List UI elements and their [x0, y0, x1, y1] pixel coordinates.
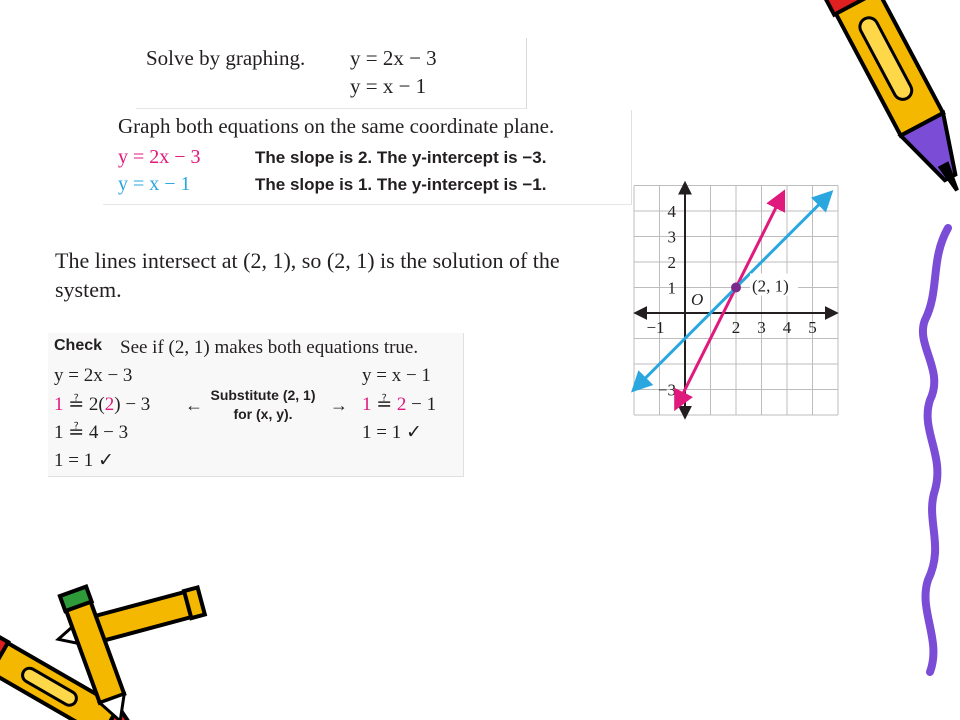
x-tick-label: −1 — [646, 318, 665, 337]
y-tick-label: 1 — [667, 278, 676, 298]
problem-label: Solve by graphing. — [146, 46, 306, 70]
check-title: Check — [54, 337, 103, 354]
equation-1-label: y = 2x − 3 — [118, 146, 201, 168]
check-right-line-1: y = x − 1 — [362, 365, 431, 386]
check-left-coefficient: 2( — [88, 394, 105, 415]
origin-label: O — [691, 290, 704, 309]
left-arrow-icon: ← — [185, 395, 203, 415]
graphing-instruction: Graph both equations on the same coordinate plane. — [118, 114, 555, 138]
check-left-line-1: y = 2x − 3 — [54, 365, 133, 386]
problem-equation-2: y = x − 1 — [350, 74, 427, 98]
substitute-line-2: for (x, y). — [233, 406, 293, 422]
check-left-value-x: 2 — [104, 394, 115, 415]
x-tick-label: 2 — [731, 318, 741, 337]
conclusion-text: The lines intersect at (2, 1), so (2, 1) is the solution of the system. — [55, 248, 560, 302]
check-left-value-y: 1 — [54, 394, 64, 415]
intersection-label: (2, 1) — [752, 276, 789, 296]
y-tick-label: −3 — [657, 380, 676, 400]
equation-2-description: The slope is 1. The y-intercept is −1. — [255, 175, 547, 194]
check-right-value-x: 2 — [396, 394, 407, 415]
pencil-icon — [0, 633, 149, 720]
check-left-equal-question: ≟ — [68, 394, 85, 415]
check-left-rest: ) − 3 — [114, 394, 151, 415]
x-tick-label: 4 — [782, 318, 792, 337]
check-right-equal-question: ≟ — [376, 394, 393, 415]
check-instruction: See if (2, 1) makes both equations true. — [120, 337, 419, 358]
squiggle-decoration — [923, 228, 948, 672]
check-left-line-3: 1 ≟ 4 − 3 — [54, 422, 129, 443]
equation-1-description: The slope is 2. The y-intercept is −3. — [255, 148, 547, 167]
check-left-line-4: 1 = 1 ✓ — [54, 450, 114, 471]
y-tick-label: 2 — [667, 253, 676, 272]
x-tick-label: 5 — [808, 318, 817, 337]
x-tick-label: 3 — [757, 318, 766, 337]
check-right-line-3: 1 = 1 ✓ — [362, 422, 422, 443]
y-tick-label: 3 — [667, 227, 676, 247]
right-arrow-icon: → — [330, 395, 348, 415]
check-right-value-y: 1 — [362, 394, 372, 415]
substitute-line-1: Substitute (2, 1) — [210, 387, 316, 403]
y-tick-label: 4 — [667, 202, 676, 221]
pencil-icon — [824, 0, 960, 203]
problem-equation-1: y = 2x − 3 — [350, 46, 437, 70]
check-right-rest: − 1 — [411, 394, 437, 415]
equation-2-label: y = x − 1 — [118, 173, 191, 195]
